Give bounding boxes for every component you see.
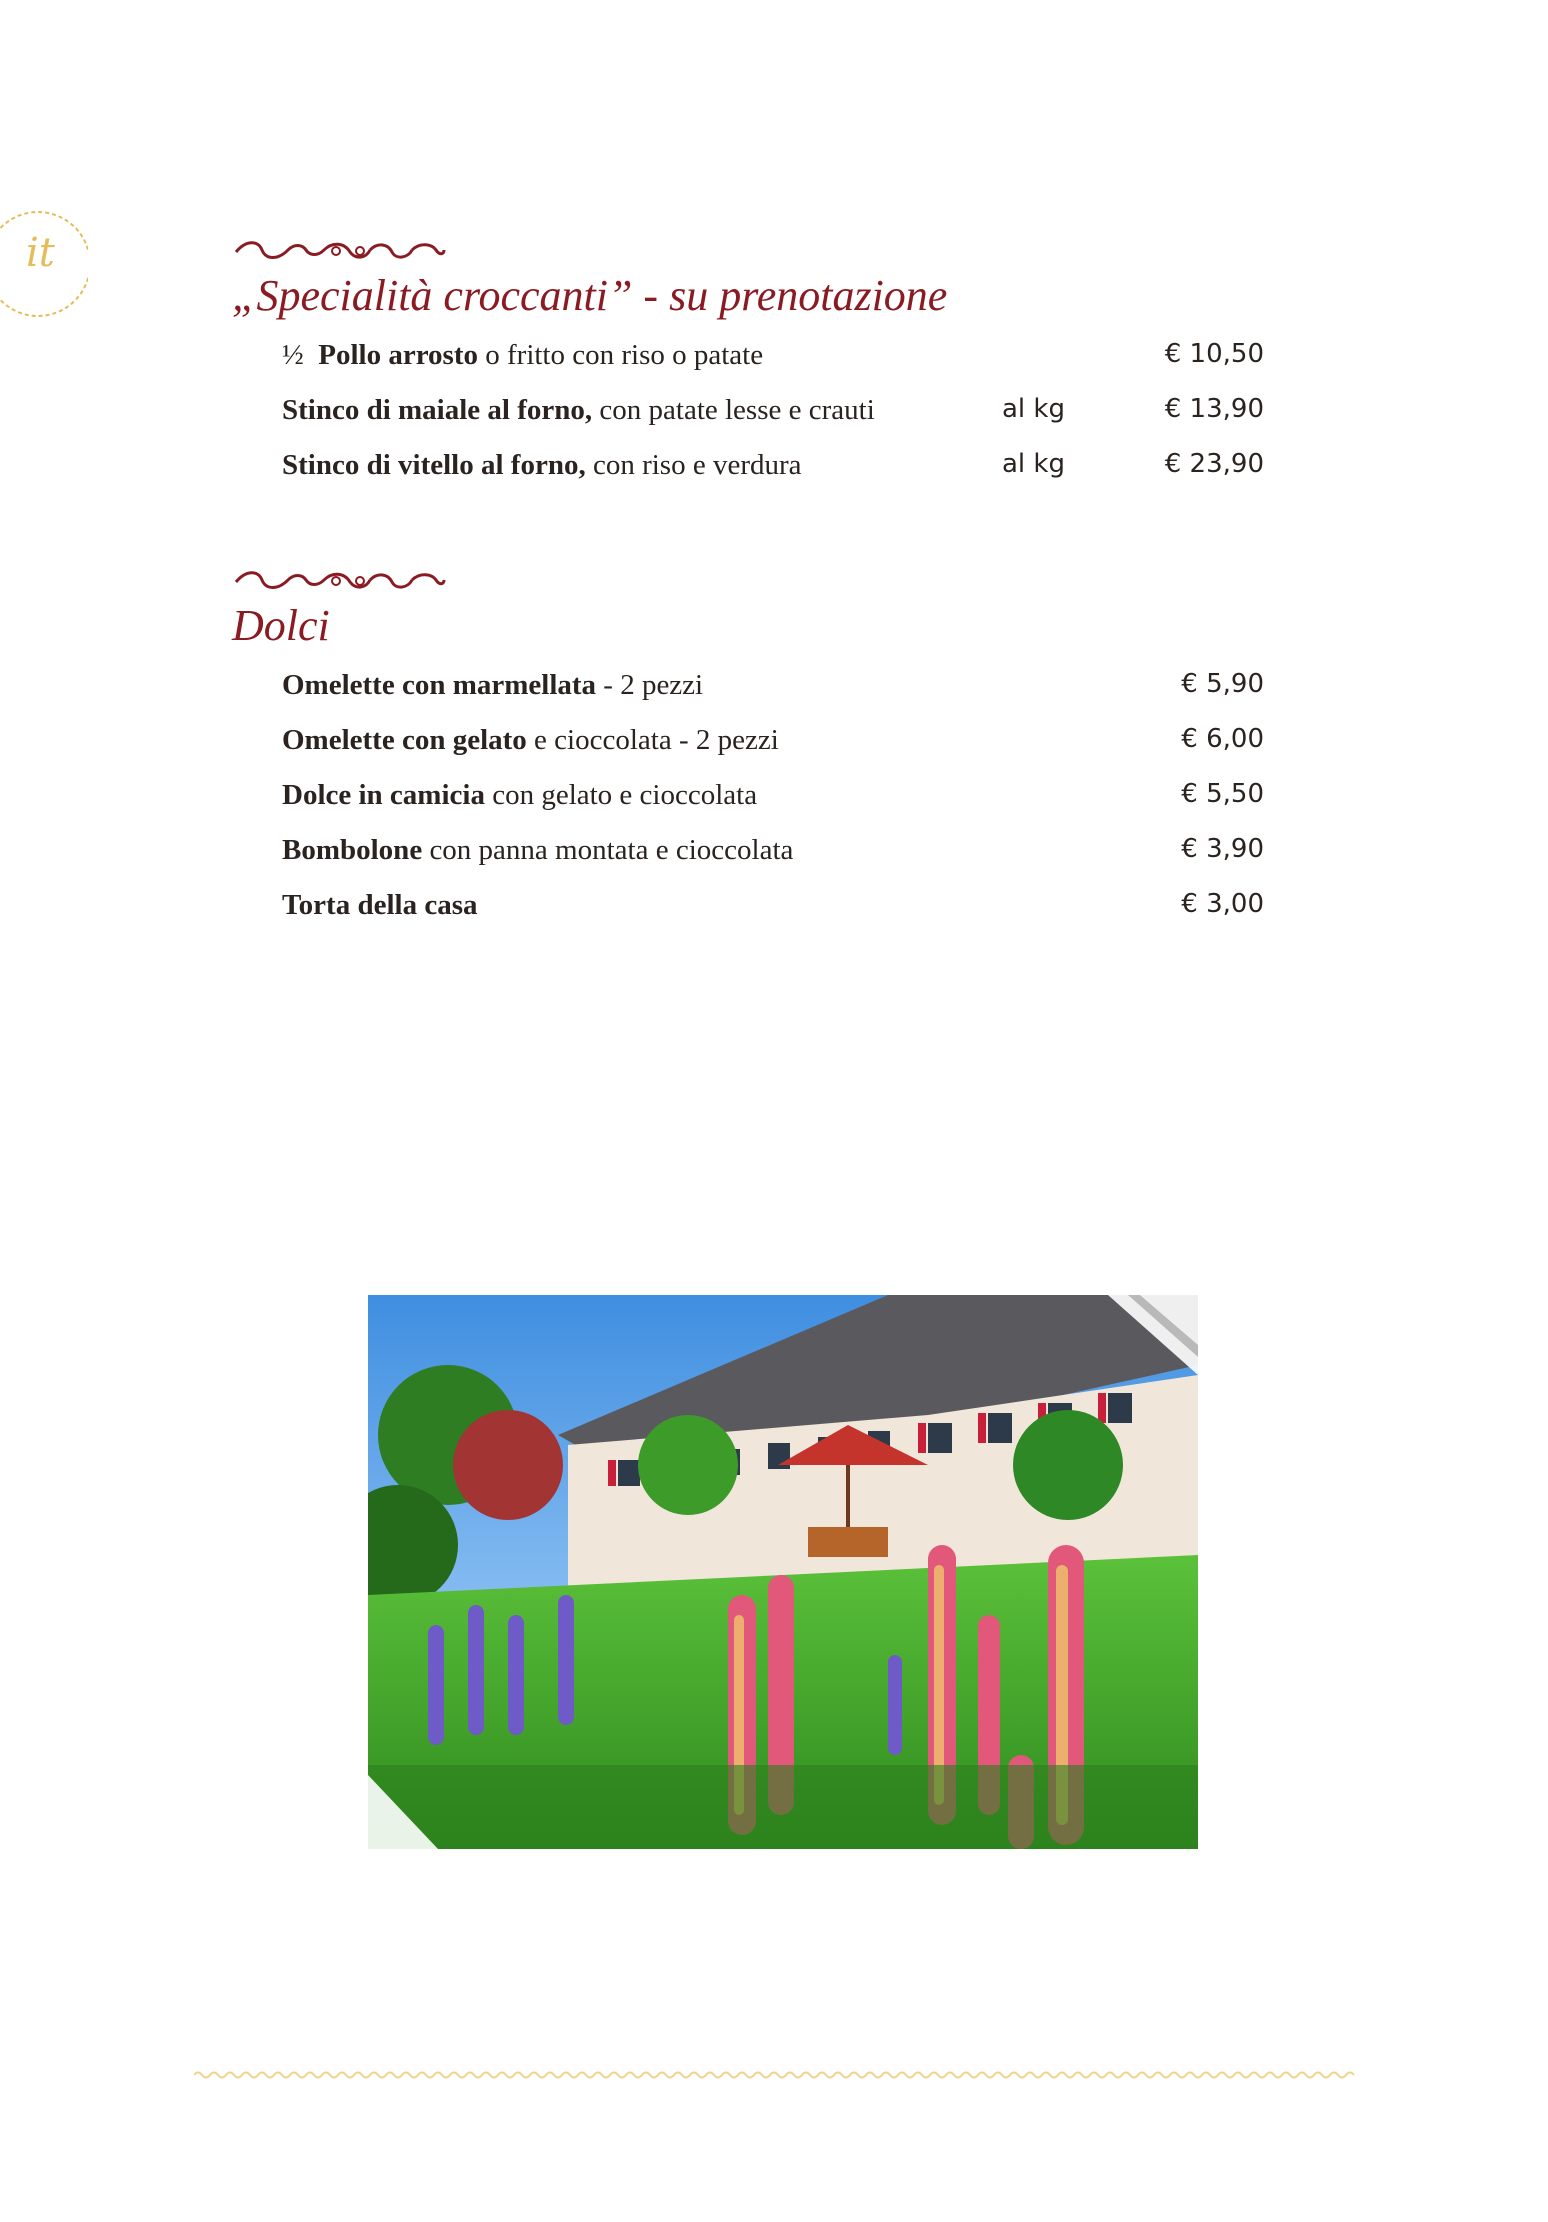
menu-list — [282, 331, 1314, 496]
item-name: Omelette con marmellata — [282, 668, 597, 701]
menu-item — [282, 881, 1314, 936]
menu-item — [282, 331, 1314, 386]
menu-item — [282, 771, 1314, 826]
section-title: „Specialità croccanti” - su prenotazione — [232, 271, 948, 320]
section-specialita — [232, 238, 1332, 496]
item-description: con panna montata e cioccolata — [422, 833, 794, 866]
menu-item — [282, 441, 1314, 496]
garden-photo-illustration — [368, 1295, 1198, 1849]
menu-item — [282, 716, 1314, 771]
item-unit: al kg — [1002, 393, 1065, 424]
item-price: € 3,00 — [1181, 888, 1264, 919]
language-label: it — [26, 230, 55, 276]
item-description: o fritto con riso o patate — [478, 338, 764, 371]
menu-item — [282, 661, 1314, 716]
footer-divider — [194, 2070, 1360, 2080]
ornament-icon — [232, 568, 448, 594]
item-name: Stinco di maiale al forno, — [282, 393, 593, 426]
ornament-icon — [232, 238, 448, 264]
item-price: € 3,90 — [1181, 833, 1264, 864]
item-name: Torta della casa — [282, 888, 478, 921]
item-price: € 10,50 — [1164, 338, 1264, 369]
menu-item — [282, 386, 1314, 441]
item-name: Pollo arrosto — [318, 338, 478, 371]
item-price: € 5,50 — [1181, 778, 1264, 809]
item-prefix: ½ — [282, 338, 304, 371]
item-price: € 5,90 — [1181, 668, 1264, 699]
item-name: Dolce in camicia — [282, 778, 485, 811]
language-badge — [0, 208, 88, 320]
menu-list — [282, 661, 1314, 936]
item-price: € 6,00 — [1181, 723, 1264, 754]
item-description: con gelato e cioccolata — [484, 778, 758, 811]
item-description: - 2 pezzi — [596, 668, 704, 701]
item-unit: al kg — [1002, 448, 1065, 479]
item-description: e cioccolata - 2 pezzi — [526, 723, 779, 756]
item-price: € 13,90 — [1164, 393, 1264, 424]
item-name: Stinco di vitello al forno, — [282, 448, 586, 481]
item-price: € 23,90 — [1164, 448, 1264, 479]
item-name: Bombolone — [282, 833, 423, 866]
item-description: con riso e verdura — [585, 448, 802, 481]
garden-photo — [368, 1295, 1198, 1849]
item-name: Omelette con gelato — [282, 723, 527, 756]
section-title: Dolci — [232, 601, 330, 650]
menu-item — [282, 826, 1314, 881]
section-dolci — [232, 568, 1332, 936]
item-description: con patate lesse e crauti — [592, 393, 875, 426]
